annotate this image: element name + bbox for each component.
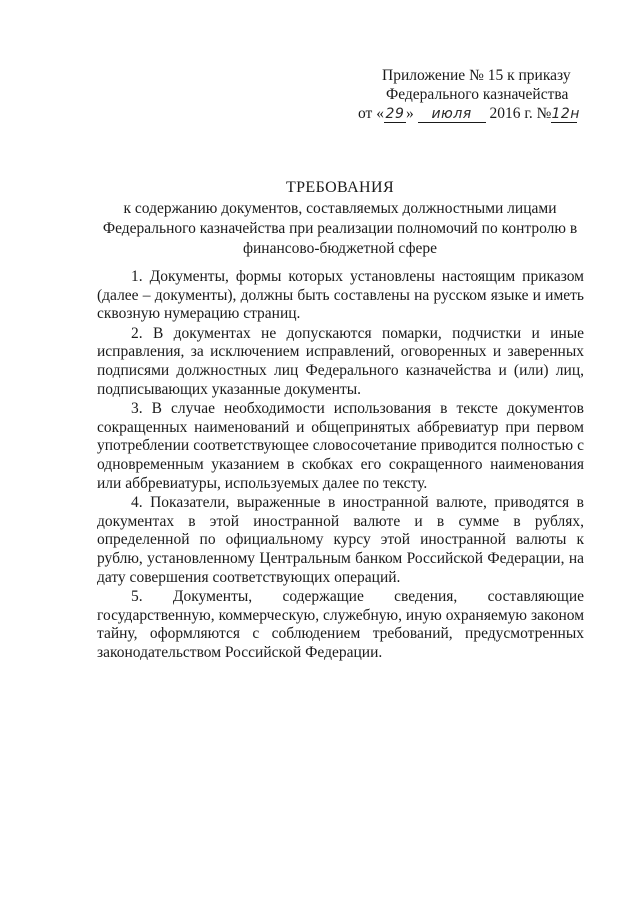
paragraph-3: 3. В случае необходимости использования в тексте документов сокращенных наименований и общепринятых аббревиатур при первом употреблении соответствующее словосочетание приводится полностью с одновременным указанием в скобках его сокращенного наименования или аббревиатуры, используемых далее по тексту. (97, 400, 584, 492)
appendix-line-1: Приложение № 15 к приказу (382, 67, 571, 84)
handwritten-month: июля (418, 107, 486, 123)
paragraph-1: 1. Документы, формы которых установлены настоящим приказом (далее – документы), должны быть составлены на русском языке и иметь сквозную нумерацию страниц. (97, 268, 584, 323)
date-year: 2016 г. № (489, 105, 552, 122)
document-subtitle: к содержанию документов, составляемых должностными лицами Федерального казначейства при реализации полномочий по контролю в финансово-бюджетной сфере (102, 200, 578, 257)
paragraph-5: 5. Документы, содержащие сведения, составляющие государственную, коммерческую, служебную, иную охраняемую законом тайну, оформляются с соблюдением требований, предусмотренных законодательством Российской Федерации. (97, 588, 584, 661)
paragraph-2: 2. В документах не допускаются помарки, подчистки и иные исправления, за исключением исправлений, оговоренных и заверенных подписями должностных лиц Федерального казначейства и (или) лиц, подписывающих указанные документы. (97, 324, 584, 398)
handwritten-day: 29 (385, 106, 405, 122)
date-prefix: от « (358, 105, 384, 122)
appendix-line-2: Федерального казначейства (386, 86, 569, 103)
handwritten-order-number: 12н (551, 106, 580, 122)
appendix-header (358, 66, 622, 123)
document-title: ТРЕБОВАНИЯ (285, 179, 395, 196)
paragraph-4: 4. Показатели, выраженные в иностранной валюте, приводятся в документах в этой иностранной валюте и в сумме в рублях, определенной по официальному курсу этой иностранной валюты к рублю, установленному Центральным банком Российской Федерации, на дату совершения соответствующих операций. (97, 494, 584, 586)
date-quote-close: » (405, 105, 414, 122)
document-heading (90, 178, 590, 259)
document-body (97, 268, 584, 663)
appendix-date-line (358, 104, 622, 123)
